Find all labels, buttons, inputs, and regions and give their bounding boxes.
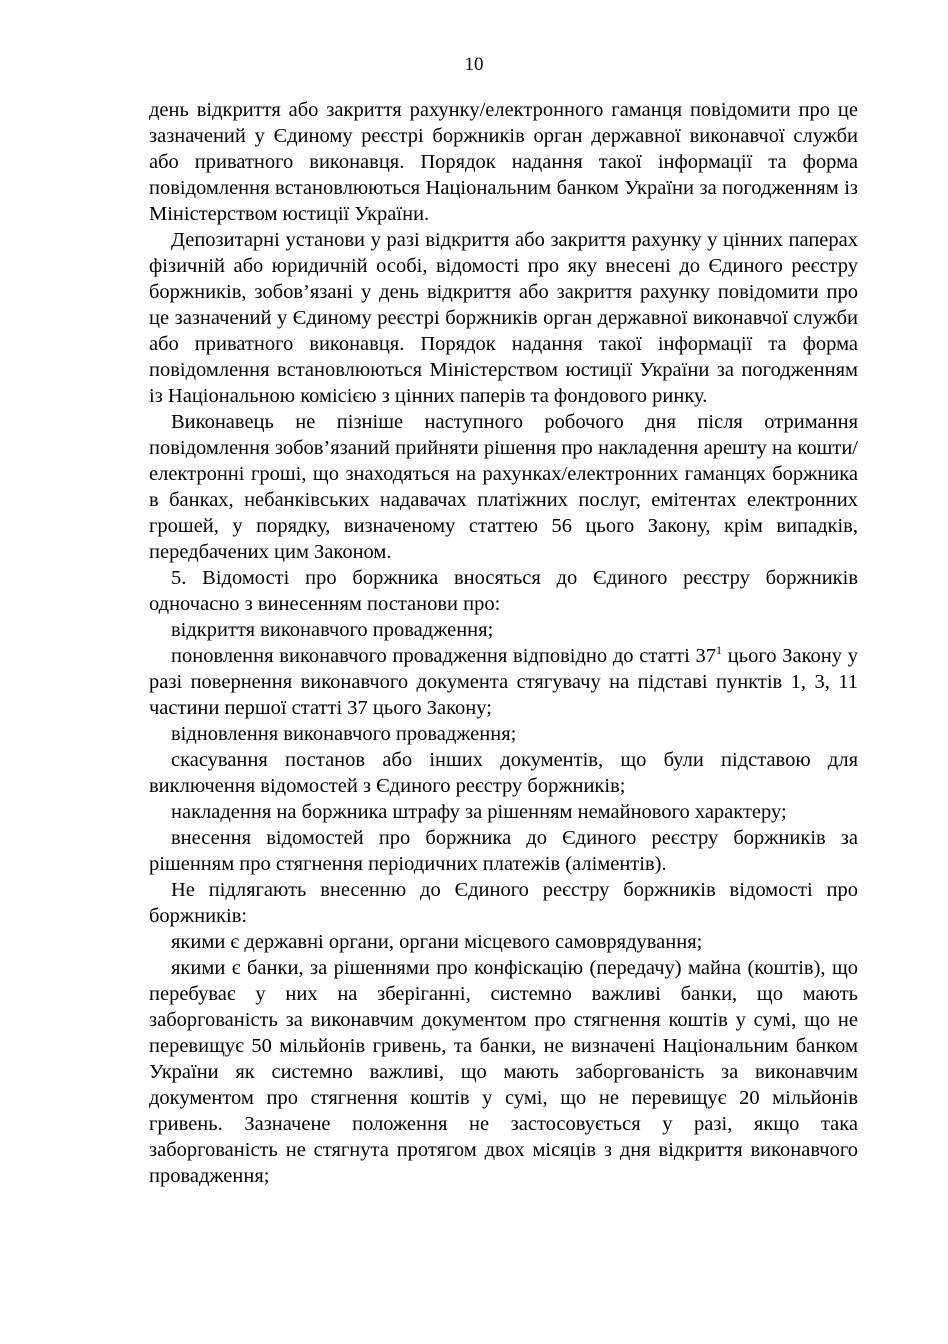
paragraph: Депозитарні установи у разі відкриття або закриття рахунку у цінних паперах фізичній або юридичній особі, відомості про яку внесені до Єдиного реєстру боржників, зобов’язані у день відкриття або закриття рахунку повідомити про це зазначений у Єдиному реєстрі боржників орган державної виконавчої служби або приватного виконавця. Порядок надання такої інформації та форма повідомлення встановлюються Міністерством юстиції України за погодженням із Національною комісією з цінних паперів та фондового ринку. <box>149 229 858 407</box>
list-item: якими є банки, за рішеннями про конфіскацію (передачу) майна (коштів), що перебуває у них на зберіганні, системно важливі банки, що мають заборгованість за виконавчим документом про стягнення коштів у сумі, що не перевищує 50 мільйонів гривень, та банки, не визначені Національним банком України як системно важливі, що мають заборгованість за виконавчим документом про стягнення коштів у сумі, що не перевищує 20 мільйонів гривень. Зазначене положення не застосовується у разі, якщо така заборгованість не стягнута протягом двох місяців з дня відкриття виконавчого провадження; <box>149 957 858 1187</box>
list-item-text: поновлення виконавчого провадження відповідно до статті 37 <box>171 645 717 667</box>
list-item-text: цього Закону у разі повернення виконавчого документа стягувачу на підставі пунктів 1, 3, 11 частини першої статті 37 цього Закону; <box>149 645 858 719</box>
superscript: 1 <box>716 643 723 658</box>
paragraph: Виконавець не пізніше наступного робочого дня після отримання повідомлення зобов’язаний прийняти рішення про накладення арешту на кошти/електронні гроші, що знаходяться на рахунках/електронних гаманцях боржника в банках, небанківських надавачах платіжних послуг, емітентах електронних грошей, у порядку, визначеному статтею 56 цього Закону, крім випадків, передбачених цим Законом. <box>149 411 858 563</box>
paragraph: Не підлягають внесенню до Єдиного реєстру боржників відомості про боржників: <box>149 879 858 927</box>
paragraph: день відкриття або закриття рахунку/електронного гаманця повідомити про це зазначений у Єдиному реєстрі боржників орган державної виконавчої служби або приватного виконавця. Порядок надання такої інформації та форма повідомлення встановлюються Національним банком України за погодженням із Міністерством юстиції України. <box>149 99 858 225</box>
list-item: скасування постанов або інших документів, що були підставою для виключення відомостей з Єдиного реєстру боржників; <box>149 749 858 797</box>
list-item: внесення відомостей про боржника до Єдиного реєстру боржників за рішенням про стягнення періодичних платежів (аліментів). <box>149 827 858 875</box>
list-item: накладення на боржника штрафу за рішенням немайнового характеру; <box>171 801 787 823</box>
paragraph: 5. Відомості про боржника вносяться до Єдиного реєстру боржників одночасно з винесенням постанови про: <box>149 567 858 615</box>
page-number: 10 <box>464 54 484 75</box>
list-item: відкриття виконавчого провадження; <box>171 619 494 641</box>
body-text <box>149 97 858 1189</box>
list-item <box>149 643 858 721</box>
list-item: відновлення виконавчого провадження; <box>171 723 517 745</box>
list-item: якими є державні органи, органи місцевого самоврядування; <box>171 931 703 953</box>
